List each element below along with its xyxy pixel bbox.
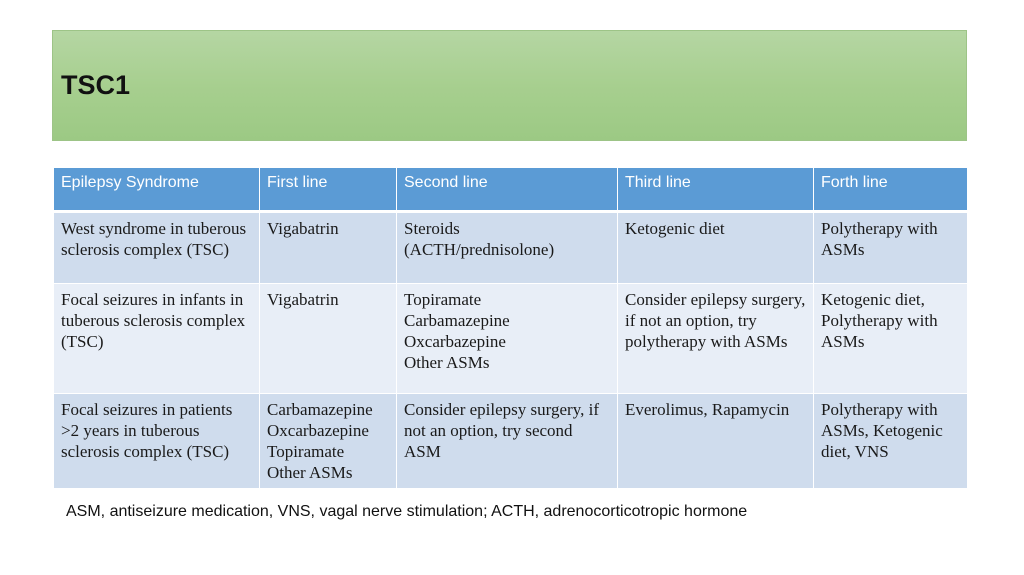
slide-title: TSC1 xyxy=(61,70,131,100)
table-cell: Ketogenic diet xyxy=(618,212,814,284)
table-cell: Focal seizures in infants in tuberous sclerosis complex (TSC) xyxy=(54,284,260,394)
table-cell: Consider epilepsy surgery, if not an option, try polytherapy with ASMs xyxy=(618,284,814,394)
table-cell: Vigabatrin xyxy=(260,284,397,394)
table-row xyxy=(54,284,968,394)
table-cell: Steroids (ACTH/prednisolone) xyxy=(397,212,618,284)
header-epilepsy-syndrome: Epilepsy Syndrome xyxy=(54,168,260,212)
header-first-line: First line xyxy=(260,168,397,212)
table-cell: Carbamazepine Oxcarbazepine Topiramate Other ASMs xyxy=(260,394,397,489)
header-forth-line: Forth line xyxy=(814,168,968,212)
header-third-line: Third line xyxy=(618,168,814,212)
table-cell: West syndrome in tuberous sclerosis complex (TSC) xyxy=(54,212,260,284)
table-row xyxy=(54,394,968,489)
table-cell: Consider epilepsy surgery, if not an option, try second ASM xyxy=(397,394,618,489)
table-cell: Focal seizures in patients >2 years in tuberous sclerosis complex (TSC) xyxy=(54,394,260,489)
header-second-line: Second line xyxy=(397,168,618,212)
table-cell: Everolimus, Rapamycin xyxy=(618,394,814,489)
table-row xyxy=(54,212,968,284)
treatment-table xyxy=(53,167,968,489)
table-cell: Ketogenic diet, Polytherapy with ASMs xyxy=(814,284,968,394)
table-cell: Topiramate Carbamazepine Oxcarbazepine Other ASMs xyxy=(397,284,618,394)
table-cell: Polytherapy with ASMs xyxy=(814,212,968,284)
table-cell: Vigabatrin xyxy=(260,212,397,284)
footnote: ASM, antiseizure medication, VNS, vagal nerve stimulation; ACTH, adrenocorticotropic hormone xyxy=(66,503,748,520)
table-cell: Polytherapy with ASMs, Ketogenic diet, VNS xyxy=(814,394,968,489)
title-banner xyxy=(52,30,967,141)
table-header-row xyxy=(54,168,968,212)
